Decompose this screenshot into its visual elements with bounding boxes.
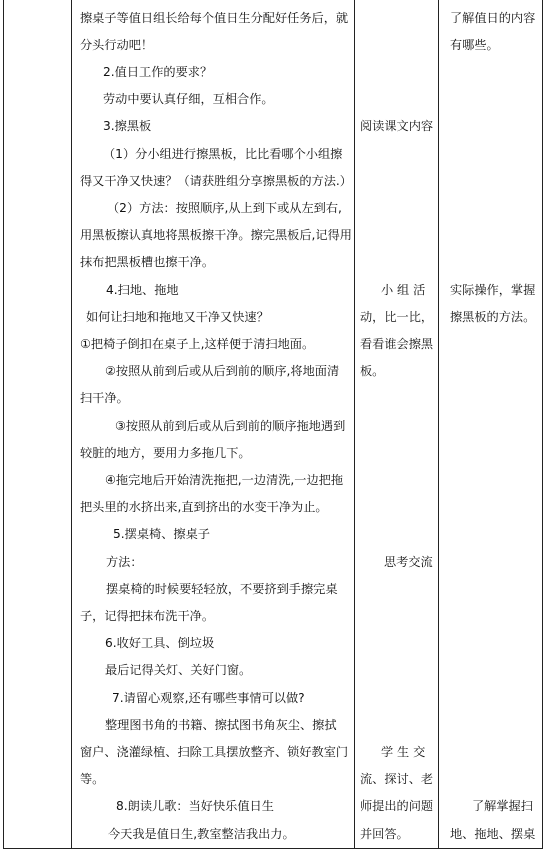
content-line: 等。 xyxy=(80,772,105,786)
activity-line: 小 组 活 xyxy=(381,283,426,297)
content-line: 得又干净又快速？（请获胜组分享擦黑板的方法.） xyxy=(80,174,352,188)
content-line: 把头里的水挤出来,直到挤出的水变干净为止。 xyxy=(80,500,328,514)
goal-line: 地、拖地、摆桌 xyxy=(450,827,536,841)
content-line: ②按照从前到后或从后到前的顺序,将地面清 xyxy=(105,364,340,378)
content-line: 6.收好工具、倒垃圾 xyxy=(105,636,215,650)
left-empty-cell xyxy=(4,0,71,848)
content-line: 子，记得把抹布洗干净。 xyxy=(80,609,215,623)
content-line: 摆桌椅的时候要轻轻放，不要挤到手擦完桌 xyxy=(106,582,338,596)
content-line: 较脏的地方，要用力多拖几下。 xyxy=(80,446,251,460)
content-line: 擦桌子等值日组长给每个值日生分配好任务后，就 xyxy=(80,11,349,25)
goal-line: 有哪些。 xyxy=(450,38,499,52)
activity-line: 板。 xyxy=(360,364,385,378)
content-line: 抹布把黑板槽也擦干净。 xyxy=(80,255,215,269)
activity-line: 看看谁会擦黑 xyxy=(360,337,434,351)
content-line: 劳动中要认真仔细，互相合作。 xyxy=(103,92,274,106)
activity-line: 思考交流 xyxy=(384,555,433,569)
teaching-goal-cell xyxy=(439,0,542,848)
content-line: 3.擦黑板 xyxy=(103,119,152,133)
goal-line: 实际操作，掌握 xyxy=(450,283,536,297)
content-line: ①把椅子倒扣在桌子上,这样便于清扫地面。 xyxy=(80,337,315,351)
goal-line: 擦黑板的方法。 xyxy=(450,310,536,324)
activity-line: 阅读课文内容 xyxy=(360,119,434,133)
content-line: 如何让扫地和拖地又干净又快速？ xyxy=(86,310,269,324)
goal-line: 了解值日的内容 xyxy=(450,11,536,25)
content-line: （1）分小组进行擦黑板，比比看哪个小组擦 xyxy=(103,147,343,161)
activity-line: 动，比一比， xyxy=(360,310,434,324)
activity-line: 师提出的问题 xyxy=(360,799,434,813)
content-line: 方法： xyxy=(106,555,143,569)
activity-line: 流、探讨、老 xyxy=(360,772,434,786)
content-line: 用黑板擦认真地将黑板擦干净。擦完黑板后,记得用 xyxy=(80,228,352,242)
content-line: ③按照从前到后或从后到前的顺序拖地遇到 xyxy=(115,419,346,433)
content-line: ④拖完地后开始清洗拖把,一边清洗,一边把拖 xyxy=(105,473,344,487)
content-line: 扫干净。 xyxy=(80,391,129,405)
activity-line: 学 生 交 xyxy=(381,745,426,759)
content-line: 7.请留心观察,还有哪些事情可以做? xyxy=(112,691,305,705)
content-line: 整理图书角的书籍、擦拭图书角灰尘、擦拭 xyxy=(105,718,337,732)
goal-line: 了解掌握扫 xyxy=(472,799,533,813)
content-line: 最后记得关灯、关好门窗。 xyxy=(105,663,252,677)
content-line: 窗户、浇灌绿植、扫除工具摆放整齐、锁好教室门 xyxy=(80,745,349,759)
lesson-table xyxy=(3,0,543,849)
content-line: 8.朗读儿歌：当好快乐值日生 xyxy=(116,799,274,813)
content-line: 今天我是值日生,教室整洁我出力。 xyxy=(108,827,295,841)
teaching-content-cell xyxy=(72,0,354,848)
content-line: （2）方法：按照顺序,从上到下或从左到右, xyxy=(107,201,342,215)
content-line: 2.值日工作的要求？ xyxy=(103,65,213,79)
learning-activity-cell xyxy=(355,0,438,848)
content-line: 4.扫地、拖地 xyxy=(106,283,179,297)
content-line: 5.摆桌椅、擦桌子 xyxy=(113,527,210,541)
content-line: 分头行动吧！ xyxy=(80,38,154,52)
activity-line: 并回答。 xyxy=(360,827,409,841)
